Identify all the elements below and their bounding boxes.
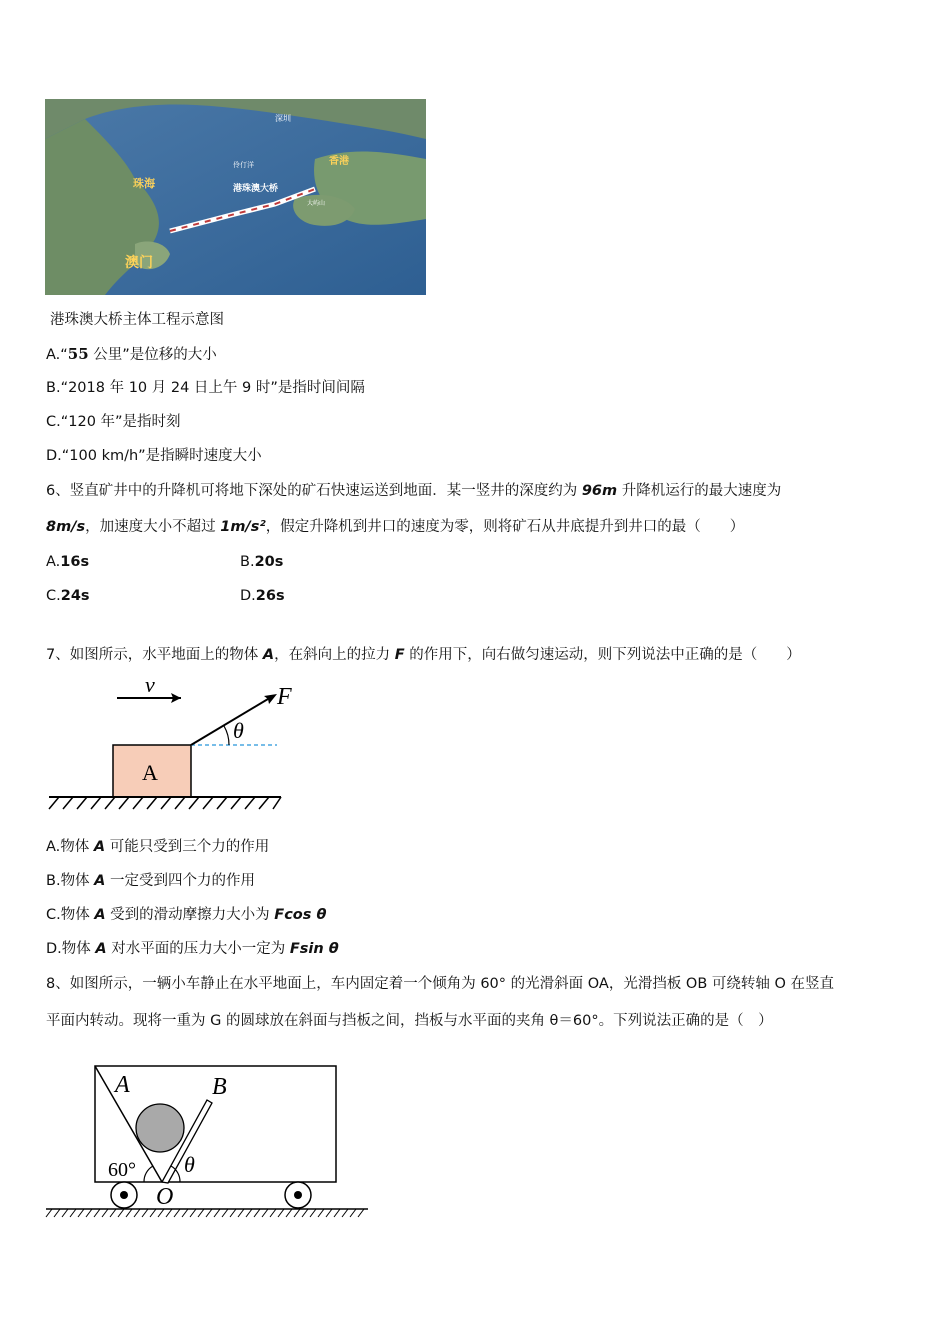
q7-ground-hatching — [49, 797, 281, 809]
q7-option-c-expression: Fcos θ — [274, 907, 327, 923]
map-label-zhuhai: 珠海 — [133, 177, 155, 190]
q5-option-b-text: “2018 年 10 月 24 日上午 9 时”是指时间间隔 — [60, 380, 365, 396]
q5-option-a-label: A. — [46, 347, 61, 363]
q7-option-b-pre: 物体 — [60, 873, 95, 889]
q7-option-a-label: A. — [46, 839, 61, 855]
map-label-lingdingyang: 伶仃洋 — [233, 161, 254, 169]
q6-option-b — [240, 552, 283, 572]
map-label-bridge: 港珠澳大桥 — [233, 184, 279, 194]
q7-option-c-label: C. — [46, 907, 61, 923]
q6-speed: 8m/s — [46, 519, 86, 535]
q6-accel: 1m/s² — [220, 519, 266, 535]
q6-stem-line2 — [46, 517, 744, 537]
q7-stem-mid: ，在斜向上的拉力 — [274, 647, 395, 663]
q7-option-d-pre: 物体 — [61, 941, 96, 957]
q8-label-angle: 60° — [108, 1159, 136, 1181]
map-label-hongkong: 香港 — [329, 156, 349, 167]
q7-option-b-text: 一定受到四个力的作用 — [105, 873, 256, 889]
bridge-map-image — [45, 99, 426, 295]
q6-option-d — [240, 586, 285, 606]
q7-option-a — [46, 837, 269, 857]
q6-option-a-label: A. — [46, 554, 61, 570]
q6-option-b-value: 20s — [254, 554, 284, 570]
q6-stem-end: ，假定升降机到井口的速度为零，则将矿石从井底提升到井口的最（ ） — [265, 519, 745, 535]
q6-option-d-value: 26s — [255, 588, 285, 604]
q8-label-A: A — [115, 1072, 130, 1098]
q6-option-a-value: 16s — [60, 554, 90, 570]
q7-option-c-text: 受到的滑动摩擦力大小为 — [105, 907, 275, 923]
q6-option-a — [46, 552, 89, 572]
q8-stem-line1: 8、如图所示，一辆小车静止在水平地面上，车内固定着一个倾角为 60° 的光滑斜面 OA，光滑挡板 OB 可绕转轴 O 在竖直 — [46, 976, 835, 992]
q7-option-a-pre: 物体 — [60, 839, 94, 855]
q7-stem-pre: 7、如图所示，水平地面上的物体 — [46, 647, 263, 663]
q8-ground-hatching — [46, 1209, 364, 1217]
q5-option-b — [46, 378, 365, 398]
q7-stem-force: F — [394, 647, 405, 663]
q7-option-c — [46, 905, 326, 925]
q5-option-a — [46, 344, 217, 365]
q7-option-c-pre: 物体 — [60, 907, 95, 923]
q7-option-a-text: 可能只受到三个力的作用 — [105, 839, 270, 855]
q8-cart-diagram — [44, 1062, 370, 1222]
q6-option-d-label: D. — [240, 588, 256, 604]
q7-force-arrow — [191, 696, 273, 745]
q8-ball — [136, 1104, 184, 1152]
q6-stem-mid: ，加速度大小不超过 — [85, 519, 221, 535]
q5-option-b-label: B. — [46, 380, 61, 396]
q6-option-b-label: B. — [240, 554, 255, 570]
q5-option-a-text: 公里”是位移的大小 — [88, 347, 217, 363]
q7-stem-object: A — [262, 647, 275, 663]
q5-option-c-text: “120 年”是指时刻 — [60, 414, 181, 430]
q5-option-d-text: “100 km/h”是指瞬时速度大小 — [61, 448, 262, 464]
q5-option-c-label: C. — [46, 414, 61, 430]
q6-depth: 96m — [581, 483, 618, 499]
q5-option-a-value: 55 — [67, 345, 89, 363]
q8-wheel-left — [111, 1182, 137, 1208]
q7-theta-label: θ — [233, 718, 244, 743]
q7-option-d-expression: Fsin θ — [289, 941, 339, 957]
map-label-dayushan: 大屿山 — [307, 200, 326, 207]
q5-option-d — [46, 446, 262, 466]
q8-label-B: B — [212, 1074, 227, 1100]
q7-option-d-object: A — [95, 941, 107, 957]
q7-angle-arc — [224, 726, 229, 745]
q7-velocity-label: v — [145, 672, 155, 697]
q5-option-a-quote: “ — [60, 347, 68, 363]
q7-option-d-text: 对水平面的压力大小一定为 — [106, 941, 290, 957]
q6-stem-pre: 6、竖直矿井中的升降机可将地下深处的矿石快速运送到地面．某一竖井的深度约为 — [46, 483, 582, 499]
q8-stem-line2: 平面内转动。现将一重为 G 的圆球放在斜面与挡板之间，挡板与水平面的夹角 θ＝60°。下列说法正确的是（ ） — [46, 1013, 773, 1029]
q7-force-label: F — [277, 684, 292, 710]
q7-option-a-object: A — [93, 839, 106, 855]
q5-option-d-label: D. — [46, 448, 62, 464]
map-caption: 港珠澳大桥主体工程示意图 — [50, 312, 224, 328]
q5-option-c — [46, 412, 181, 432]
q7-option-b — [46, 871, 255, 891]
q7-stem — [46, 645, 801, 665]
map-label-shenzhen: 深圳 — [275, 114, 291, 123]
q7-option-c-object: A — [94, 907, 106, 923]
q8-label-O: O — [156, 1184, 174, 1210]
q6-option-c-value: 24s — [60, 588, 90, 604]
q7-block-label: A — [142, 760, 158, 785]
map-label-macau: 澳门 — [125, 255, 153, 271]
q7-option-d — [46, 939, 339, 959]
q6-option-c — [46, 586, 90, 606]
q6-stem-line1 — [46, 481, 781, 501]
q8-wheel-right — [285, 1182, 311, 1208]
q7-stem-post: 的作用下，向右做匀速运动，则下列说法中正确的是（ ） — [404, 647, 801, 663]
q7-option-b-label: B. — [46, 873, 61, 889]
q7-force-diagram — [45, 672, 290, 812]
q8-angle-arc-left — [144, 1166, 153, 1182]
q7-option-b-object: A — [94, 873, 106, 889]
q6-option-c-label: C. — [46, 588, 61, 604]
q8-label-theta: θ — [184, 1152, 195, 1177]
q7-option-d-label: D. — [46, 941, 62, 957]
q6-stem-post: 升降机运行的最大速度为 — [617, 483, 782, 499]
